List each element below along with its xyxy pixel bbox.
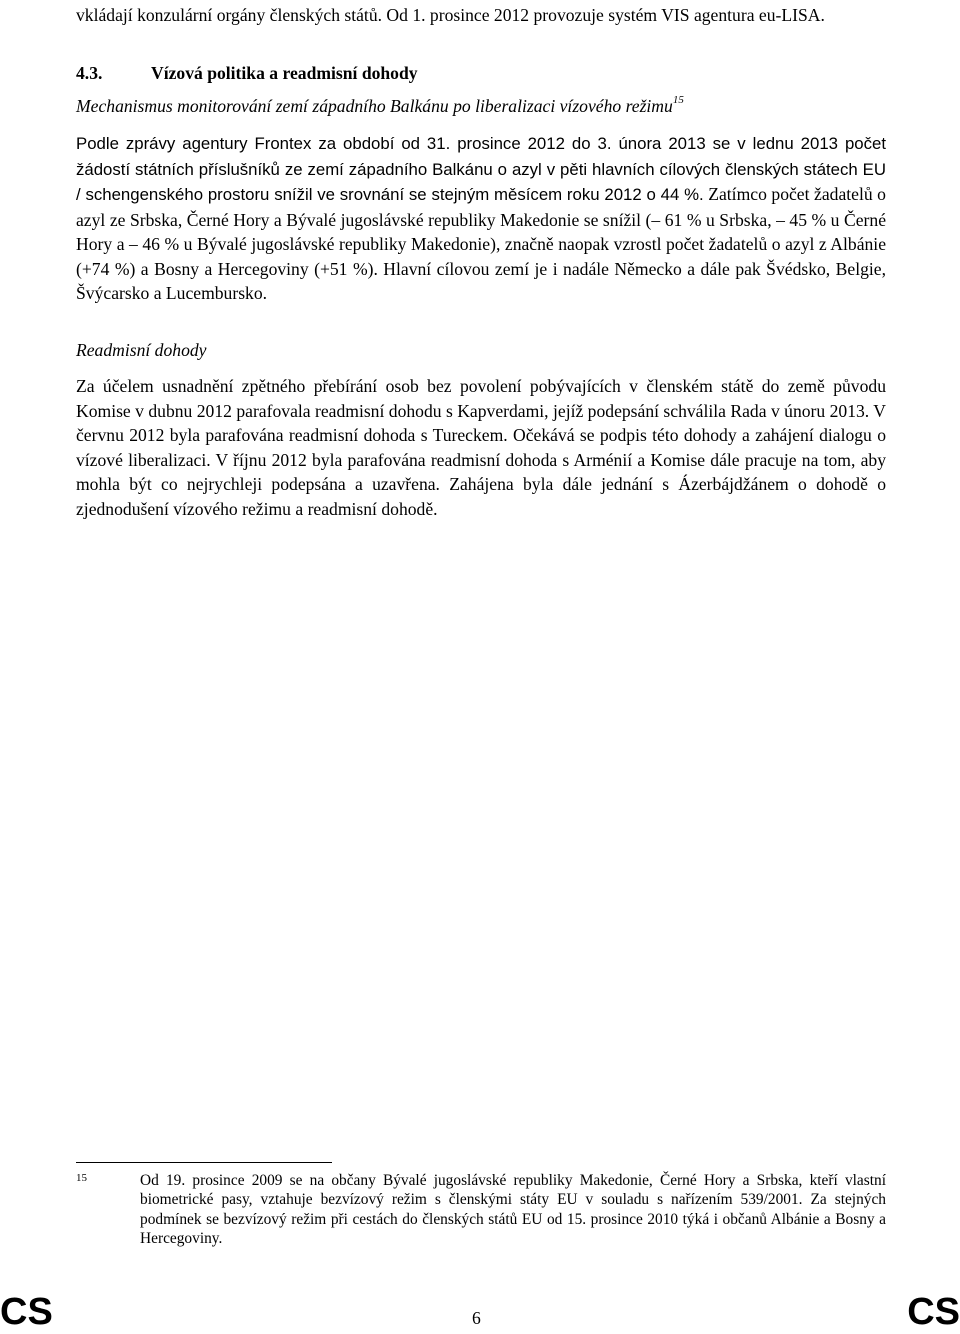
footnote-number: 15 [76,1172,87,1184]
frontex-paragraph-sans-part: Podle zprávy agentury Frontex za období od 31. prosince 2012 do 3. února 2013 se v lednu 2013 počet žádostí státních příslušníků ze zemí západního Balkánu o azyl v pěti hlavních cílových členských státech EU / schengenského prostoru snížil ve srovnání se stejným měsícem roku 2012 o 44 %. [76,134,886,204]
subheading-readmission: Readmisní dohody [76,340,207,360]
footer-language-left: CS [0,1291,53,1333]
footnote-reference: 15 [672,94,684,107]
section-number: 4.3. [76,63,103,83]
subheading-monitoring [76,94,886,119]
section-title: Vízová politika a readmisní dohody [151,63,418,83]
readmission-paragraph: Za účelem usnadnění zpětného přebírání osob bez povolení pobývajících v členském státě do země původu Komise v dubnu 2012 parafovala readmisní dohodu s Kapverdami, jejíž podepsání schválila Rada v únoru 2013. V červnu 2012 byla parafována readmisní dohoda s Tureckem. Očekává se podpis této dohody a zahájení dialogu o vízové liberalizaci. V říjnu 2012 byla parafována readmisní dohoda s Arménií a Komise dále pracuje na tom, aby mohla být co nejrychleji podepsána a uzavřena. Zahájena byla dále jednání s Ázerbájdžánem o dohodě o zjednodušení vízového režimu a readmisní dohodě. [76,376,886,519]
intro-paragraph: vkládají konzulární orgány členských států. Od 1. prosince 2012 provozuje systém VIS agentura eu-LISA. [76,5,825,25]
section-heading [76,61,418,85]
frontex-paragraph [76,131,886,306]
footer-language-right: CS [907,1291,960,1333]
page-number: 6 [472,1308,481,1328]
frontex-paragraph-serif-part: Zatímco počet žadatelů o azyl ze Srbska, Černé Hory a Bývalé jugoslávské republiky Makedonie se snížil (– 61 % u Srbska, – 45 % u Černé Hory a – 46 % u Bývalé jugoslávské republiky Makedonie), značně naopak vzrostl počet žadatelů o azyl z Albánie (+74 %) a Bosny a Hercegoviny (+51 %). Hlavní cílovou zemí je i nadále Německo a dále pak Švédsko, Belgie, Švýcarsko a Lucembursko. [76,184,886,303]
footnote-separator [76,1162,332,1163]
footnote-text: Od 19. prosince 2009 se na občany Bývalé jugoslávské republiky Makedonie, Černé Hory a Srbska, kteří vlastní biometrické pasy, vztahuje bezvízový režim s členskými státy EU v souladu s nařízením 539/2001. Za stejných podmínek se bezvízový režim při cestách do členských států EU od 15. prosince 2010 týká i občanů Albánie a Bosny a Hercegoviny. [140,1172,886,1247]
subheading-monitoring-text: Mechanismus monitorování zemí západního Balkánu po liberalizaci vízového režimu [76,96,673,116]
